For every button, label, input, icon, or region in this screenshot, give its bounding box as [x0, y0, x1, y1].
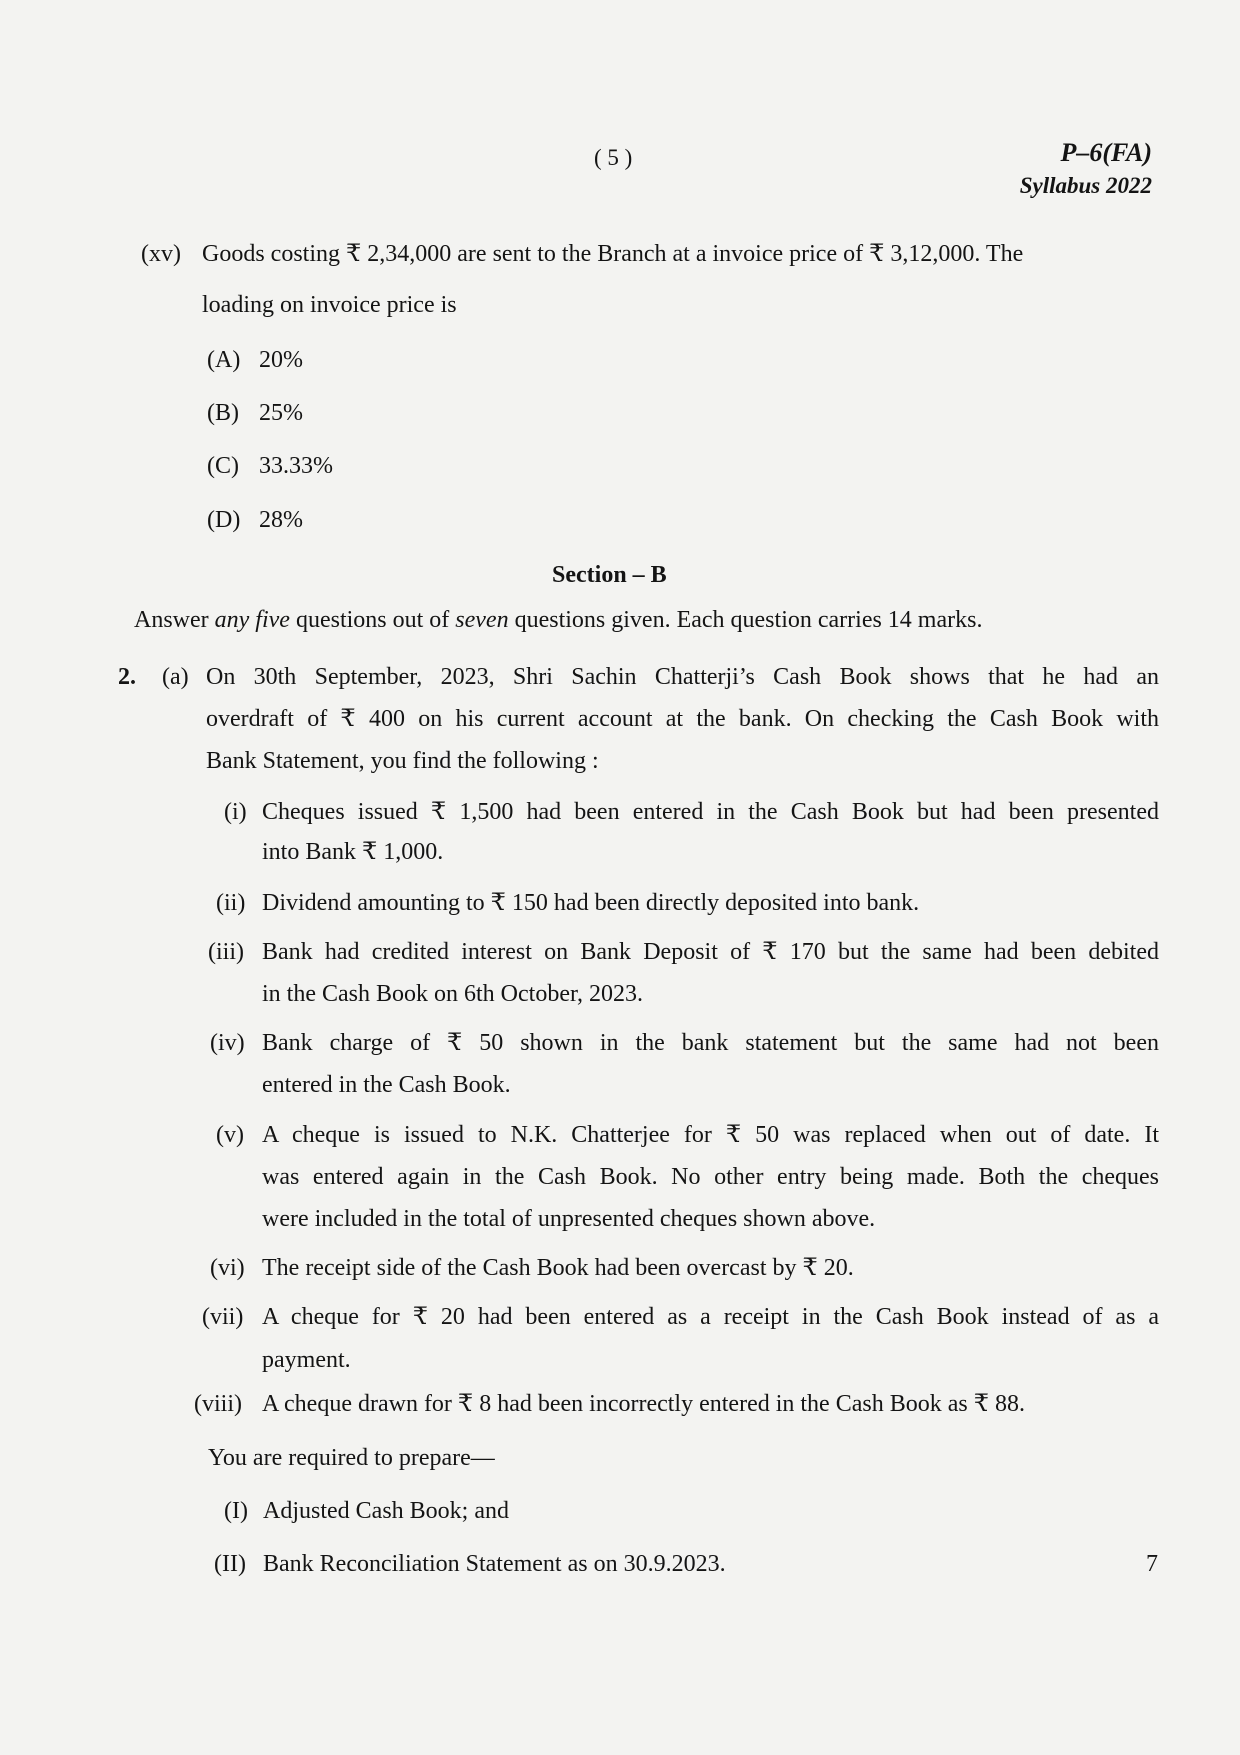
task-text: Adjusted Cash Book; and	[263, 1498, 509, 1524]
item-text: Bank charge of ₹ 50 shown in the bank statement but the same had not been	[262, 1030, 1159, 1056]
question-text: loading on invoice price is	[202, 292, 457, 318]
item-text: entered in the Cash Book.	[262, 1072, 511, 1098]
question-text: Bank Statement, you find the following :	[206, 748, 599, 774]
paper-code: P–6(FA)	[1060, 138, 1152, 167]
question-text: Goods costing ₹ 2,34,000 are sent to the Branch at a invoice price of ₹ 3,12,000. The	[202, 241, 1024, 267]
question-text: On 30th September, 2023, Shri Sachin Chatterji’s Cash Book shows that he had an	[206, 664, 1159, 690]
marks: 7	[1146, 1551, 1158, 1577]
option-label: (B)	[207, 400, 239, 426]
item-text: into Bank ₹ 1,000.	[262, 839, 444, 865]
option-text: 25%	[259, 400, 303, 426]
option-label: (D)	[207, 507, 241, 533]
item-label: (i)	[224, 799, 247, 825]
option-label: (C)	[207, 453, 239, 479]
option-text: 20%	[259, 347, 303, 373]
question-label: (xv)	[141, 241, 181, 267]
item-text: Cheques issued ₹ 1,500 had been entered in the Cash Book but had been presented	[262, 799, 1159, 825]
item-label: (v)	[216, 1122, 244, 1148]
item-label: (viii)	[194, 1391, 242, 1417]
option-label: (A)	[207, 347, 241, 373]
item-label: (iv)	[210, 1030, 245, 1056]
item-text: was entered again in the Cash Book. No other entry being made. Both the cheques	[262, 1164, 1159, 1190]
item-label: (vi)	[210, 1255, 245, 1281]
syllabus-label: Syllabus 2022	[1019, 173, 1152, 198]
item-text: payment.	[262, 1347, 351, 1373]
page-number: ( 5 )	[594, 145, 633, 170]
item-label: (vii)	[202, 1304, 244, 1330]
task-label: (I)	[224, 1498, 248, 1524]
section-instructions: Answer any five questions out of seven questions given. Each question carries 14 marks.	[134, 607, 983, 633]
item-text: A cheque is issued to N.K. Chatterjee for ₹ 50 was replaced when out of date. It	[262, 1122, 1159, 1148]
question-text: overdraft of ₹ 400 on his current account at the bank. On checking the Cash Book with	[206, 706, 1159, 732]
question-number: 2.	[118, 664, 136, 690]
option-text: 28%	[259, 507, 303, 533]
item-text: in the Cash Book on 6th October, 2023.	[262, 981, 643, 1007]
task-label: (II)	[214, 1551, 246, 1577]
item-text: Dividend amounting to ₹ 150 had been directly deposited into bank.	[262, 890, 920, 916]
item-label: (ii)	[216, 890, 246, 916]
item-text: were included in the total of unpresented cheques shown above.	[262, 1206, 876, 1232]
question-part: (a)	[162, 664, 189, 690]
item-label: (iii)	[208, 939, 244, 965]
item-text: A cheque drawn for ₹ 8 had been incorrectly entered in the Cash Book as ₹ 88.	[262, 1391, 1025, 1417]
required-text: You are required to prepare—	[208, 1445, 495, 1471]
task-text: Bank Reconciliation Statement as on 30.9.2023.	[263, 1551, 726, 1577]
item-text: Bank had credited interest on Bank Deposit of ₹ 170 but the same had been debited	[262, 939, 1159, 965]
item-text: The receipt side of the Cash Book had been overcast by ₹ 20.	[262, 1255, 854, 1281]
section-title: Section – B	[552, 562, 667, 588]
item-text: A cheque for ₹ 20 had been entered as a receipt in the Cash Book instead of as a	[262, 1304, 1159, 1330]
option-text: 33.33%	[259, 453, 333, 479]
